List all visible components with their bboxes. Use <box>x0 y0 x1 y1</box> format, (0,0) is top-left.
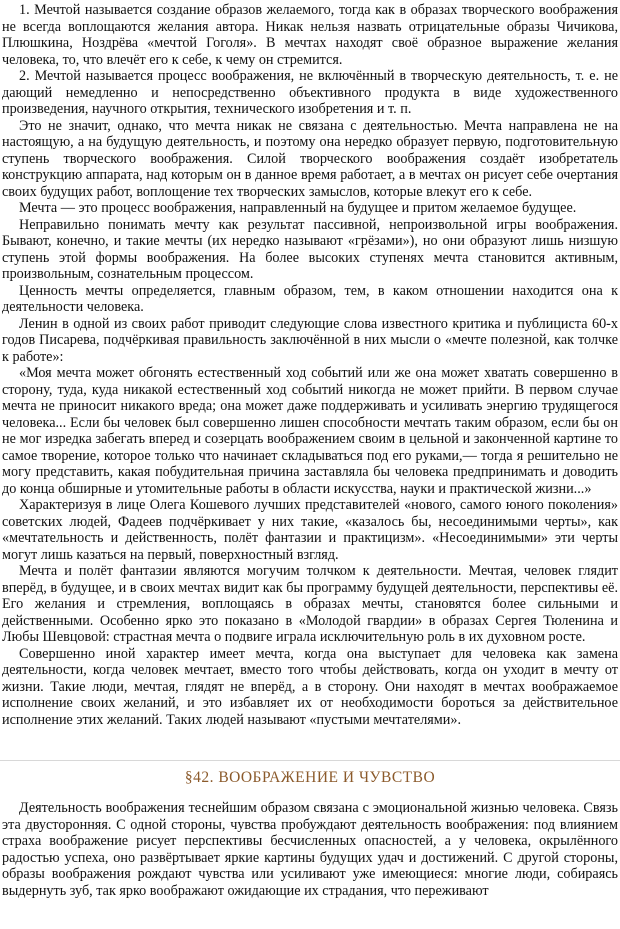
text-block-top <box>2 2 618 728</box>
text-block-bottom <box>2 800 618 899</box>
paragraph: Мечта и полёт фантазии являются могучим толчком к деятельности. Мечтая, человек глядит вперёд, в будущее, и в своих мечтах видит как бы программу будущей деятельности, перспективы её. Его желания и стремления, воплощаясь в образах мечты, становятся более сильными и действенными. Особенно ярко это показано в «Молодой гвардии» в образах Сергея Тюленина и Любы Шевцовой: страстная мечта о подвиге играла исключительную роль в их духовном росте. <box>2 563 618 645</box>
paragraph: Это не значит, однако, что мечта никак не связана с деятельностью. Мечта направлена не на настоящую, а на будущую деятельность, и поэтому она нередко образует первую, подготовительную ступень творческого воображения. Силой творческого воображения создаёт изобретатель конструкцию аппарата, над которым он в данное время работает, а в мечтах он рисует себе очертания своих будущих работ, воплощение тех творческих замыслов, которые влекут его к себе. <box>2 117 618 200</box>
section-heading: §42. ВООБРАЖЕНИЕ И ЧУВСТВО <box>184 769 436 786</box>
paragraph: Ленин в одной из своих работ приводит следующие слова известного критика и публициста 60-х годов Писарева, подчёркивая правильность заключённой в них мысли о «мечте полезной, как толчке к работе»: <box>2 315 618 365</box>
paragraph: Деятельность воображения теснейшим образом связана с эмоциональной жизнью человека. Связь эта двусторонняя. С одной стороны, чувства пробуждают деятельность воображения: под влиянием страха воображение рисует перспективы бесчисленных опасностей, а у человека, окрылённого радостью успеха, оно развёртывает яркие картины будущих удач и достижений. С другой стороны, образы воображения рождают чувства или усиливают уже имеющиеся: многие люди, собираясь выдернуть зуб, так ярко воображают ожидающие их страдания, что переживают <box>2 800 618 899</box>
paragraph: «Моя мечта может обгонять естественный ход событий или же она может хватать совершенно в сторону, туда, куда никакой естественный ход событий никогда не может прийти. В первом случае мечта не приносит никакого вреда; она может даже поддерживать и усиливать энергию трудящегося человека... Если бы человек был совершенно лишен способности мечтать таким образом, если бы он не мог изредка забегать вперед и созерцать воображением своим в цельной и законченной картине то самое творение, которое только что начинает складываться под его руками,— тогда я решительно не могу представить, какая побудительная причина заставляла бы человека предпринимать и доводить до конца обширные и утомительные работы в области искусства, науки и практической жизни...» <box>2 365 618 497</box>
paragraph: Характеризуя в лице Олега Кошевого лучших представителей «нового, самого юного поколения» советских людей, Фадеев подчёркивает у них такие, «казалось бы, несоединимыми черты», как «мечтательность и действенность, полёт фантазии и практицизм». «Несоединимыми» эти черты могут лишь казаться на первый, поверхностный взгляд. <box>2 497 618 563</box>
paragraph: Неправильно понимать мечту как результат пассивной, непроизвольной игры воображения. Бывают, конечно, и такие мечты (их нередко называют «грёзами»), но они образуют лишь низшую ступень этой формы воображения. На более высоких ступенях мечта становится активным, произвольным, сознательным процессом. <box>2 216 618 282</box>
paragraph: 2. Мечтой называется процесс воображения, не включённый в творческую деятельность, т. е. не дающий немедленно и непосредственно объективного продукта в виде художественного произведения, научного открытия, технического изобретения и т. п. <box>2 68 618 117</box>
paragraph: 1. Мечтой называется создание образов желаемого, тогда как в образах творческого воображения не всегда воплощаются желания автора. Никак нельзя назвать отрицательные образы Чичикова, Плюшкина, Ноздрёва «мечтой Гоголя». В мечтах находят своё образное выражение желания человека, то, что влечёт его к себе, к чему он стремится. <box>2 2 618 68</box>
paragraph: Мечта — это процесс воображения, направленный на будущее и притом желаемое будущее. <box>19 200 577 216</box>
paragraph: Совершенно иной характер имеет мечта, когда она выступает для человека как замена деятельности, когда человек мечтает, вместо того чтобы действовать, когда он уходит в мечту от жизни. Такие люди, мечтая, глядят не вперёд, а в сторону. Они находят в мечтах воображаемое исполнение своих желаний, и это избавляет их от необходимости бороться за действительное исполнение этих желаний. Таких людей называют «пустыми мечтателями». <box>2 645 618 728</box>
section-divider <box>0 734 620 761</box>
paragraph: Ценность мечты определяется, главным образом, тем, в каком отношении находится она к деятельности человека. <box>2 282 618 315</box>
